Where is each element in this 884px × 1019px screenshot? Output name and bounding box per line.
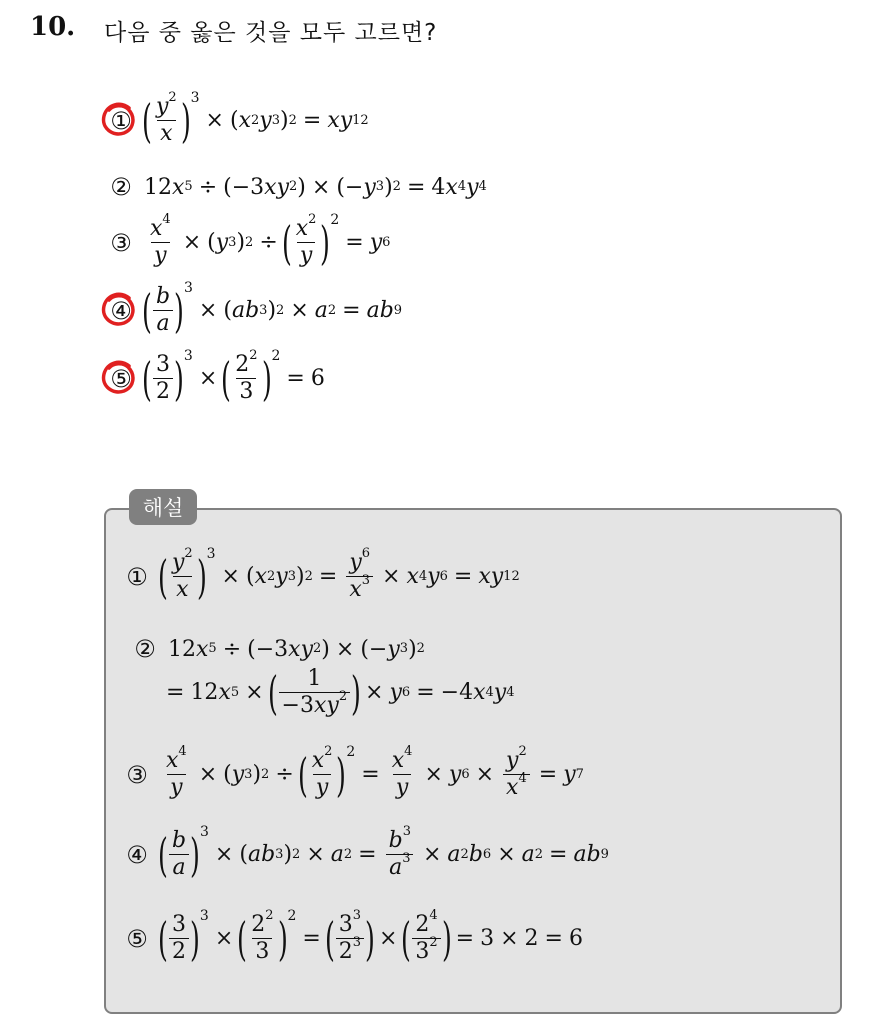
option-1[interactable]: ① ( $\frac{y^2}{x}$ ) 3 × ( x 2 y 3 ) 2 = xy 12: [106, 96, 369, 145]
option-marker: ④: [106, 296, 136, 326]
solution-4: ④ ( $\frac{b}{a}$ ) 3 × ( ab 3 ) 2 × a 2 = $\frac{b^3}{a^3}$ × a 2 b 6 × a 2 = ab 9: [122, 830, 609, 879]
solution-marker: ③: [126, 760, 148, 789]
option-3[interactable]: ③ $\frac{x^4}{y}$ × ( y 3 ) 2 ÷ ( $\frac{x^2}{y}$ ) 2 = y 6: [106, 218, 390, 267]
option-4[interactable]: ④ ( $\frac{b}{a}$ ) 3 × ( ab 3 ) 2 × a 2 = ab 9: [106, 286, 402, 335]
solution-marker: ②: [134, 635, 156, 663]
solution-5: ⑤ ( $\frac{3}{2}$ ) 3 × ( $\frac{2^2}{3}$ ) 2 = ( $\frac{3^3}{2^3}$ ) × ( $\frac{2^4}{3^2}$ ) = 3 × 2 = 6: [122, 914, 583, 963]
solution-2-line-1: ② 12 x 5 ÷ (−3 xy 2 ) × (− y 3 ) 2: [130, 634, 425, 664]
solution-1: ① ( $\frac{y^2}{x}$ ) 3 × ( x 2 y 3 ) 2 = $\frac{y^6}{x^3}$ × x 4 y 6 = xy 12: [122, 552, 520, 601]
option-marker: ②: [110, 173, 132, 201]
solution-3: ③ $\frac{x^4}{y}$ × ( y 3 ) 2 ÷ ( $\frac{x^2}{y}$ ) 2 = $\frac{x^4}{y}$ × y 6 × $\frac{y^2}{x^4}$ = y 7: [122, 750, 584, 799]
solution-marker: ⑤: [126, 924, 148, 953]
solution-label: 해설: [129, 489, 197, 525]
option-marker: ③: [110, 228, 132, 257]
option-marker: ⑤: [106, 364, 136, 394]
solution-marker: ①: [126, 562, 148, 591]
solution-marker: ④: [126, 840, 148, 869]
option-2[interactable]: ② 12 x 5 ÷ (−3 xy 2 ) × (− y 3 ) 2 = 4 x 4 y 4: [106, 172, 487, 202]
option-5[interactable]: ⑤ ( $\frac{3}{2}$ ) 3 × ( $\frac{2^2}{3}$ ) 2 = 6: [106, 354, 325, 403]
option-marker: ①: [106, 106, 136, 136]
question-text: 다음 중 옳은 것을 모두 고르면?: [104, 20, 438, 46]
question-number: 10.: [30, 12, 76, 42]
solution-2-line-2: = 12 x 5 × ( $\frac{1}{-3xy^2}$ ) × y 6 = −4 x 4 y 4: [166, 665, 515, 720]
